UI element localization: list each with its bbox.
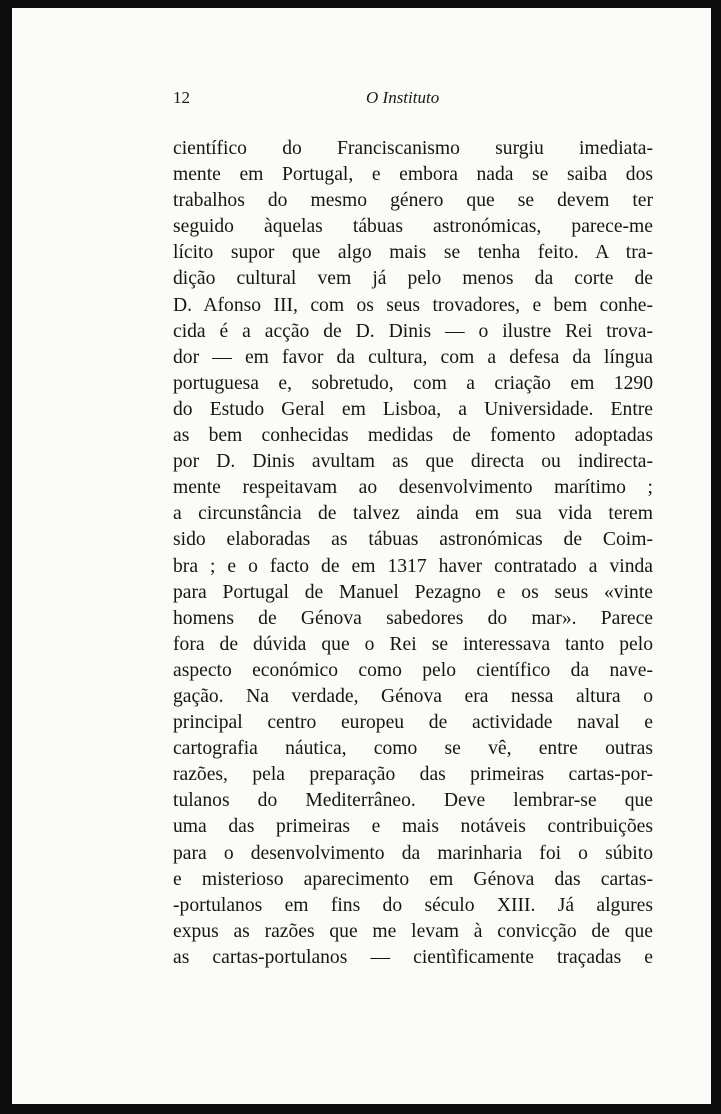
text-line: para o desenvolvimento da marinharia foi o súbito: [173, 842, 653, 864]
text-line: D. Afonso III, com os seus trovadores, e bem conhe-: [173, 294, 653, 316]
body-text: [173, 136, 653, 971]
text-line: por D. Dinis avultam as que directa ou indirecta-: [173, 451, 653, 473]
text-line: mente respeitavam ao desenvolvimento marítimo ;: [173, 477, 653, 499]
text-line: as bem conhecidas medidas de fomento adoptadas: [173, 425, 653, 447]
page-number: 12: [173, 88, 190, 107]
text-line: cida é a acção de D. Dinis — o ilustre Rei trova-: [173, 320, 653, 342]
document-page: [12, 8, 711, 1104]
text-line: cartografia náutica, como se vê, entre outras: [173, 738, 653, 760]
text-line: homens de Génova sabedores do mar». Parece: [173, 607, 653, 629]
text-line: expus as razões que me levam à convicção de que: [173, 920, 653, 942]
running-title: O Instituto: [366, 88, 440, 107]
text-line: a circunstância de talvez ainda em sua vida terem: [173, 503, 653, 525]
text-line: sido elaboradas as tábuas astronómicas de Coim-: [173, 529, 653, 551]
text-line: uma das primeiras e mais notáveis contribuições: [173, 816, 653, 838]
text-line: as cartas-portulanos — cientìficamente traçadas e: [173, 946, 653, 968]
text-line: e misterioso aparecimento em Génova das cartas-: [173, 868, 653, 890]
text-line: dição cultural vem já pelo menos da corte de: [173, 268, 653, 290]
text-line: portuguesa e, sobretudo, com a criação em 1290: [173, 372, 653, 394]
text-line: aspecto económico como pelo científico da nave-: [173, 659, 653, 681]
text-line: do Estudo Geral em Lisboa, a Universidade. Entre: [173, 398, 653, 420]
text-line: mente em Portugal, e embora nada se saiba dos: [173, 164, 653, 186]
text-line: para Portugal de Manuel Pezagno e os seus «vinte: [173, 581, 653, 603]
text-line: seguido àquelas tábuas astronómicas, parece-me: [173, 216, 653, 238]
text-line: fora de dúvida que o Rei se interessava tanto pelo: [173, 633, 653, 655]
text-line: razões, pela preparação das primeiras cartas-por-: [173, 764, 653, 786]
text-line: tulanos do Mediterrâneo. Deve lembrar-se que: [173, 790, 653, 812]
text-line: bra ; e o facto de em 1317 haver contratado a vinda: [173, 555, 653, 577]
text-line: -portulanos em fins do século XIII. Já algures: [173, 894, 653, 916]
text-line: científico do Franciscanismo surgiu imediata-: [173, 138, 653, 159]
page-header: [173, 88, 653, 118]
text-line: principal centro europeu de actividade naval e: [173, 712, 653, 734]
text-line: lícito supor que algo mais se tenha feito. A tra-: [173, 242, 653, 264]
text-line: trabalhos do mesmo género que se devem ter: [173, 190, 653, 212]
text-line: gação. Na verdade, Génova era nessa altura o: [173, 685, 653, 707]
text-line: dor — em favor da cultura, com a defesa da língua: [173, 346, 653, 368]
